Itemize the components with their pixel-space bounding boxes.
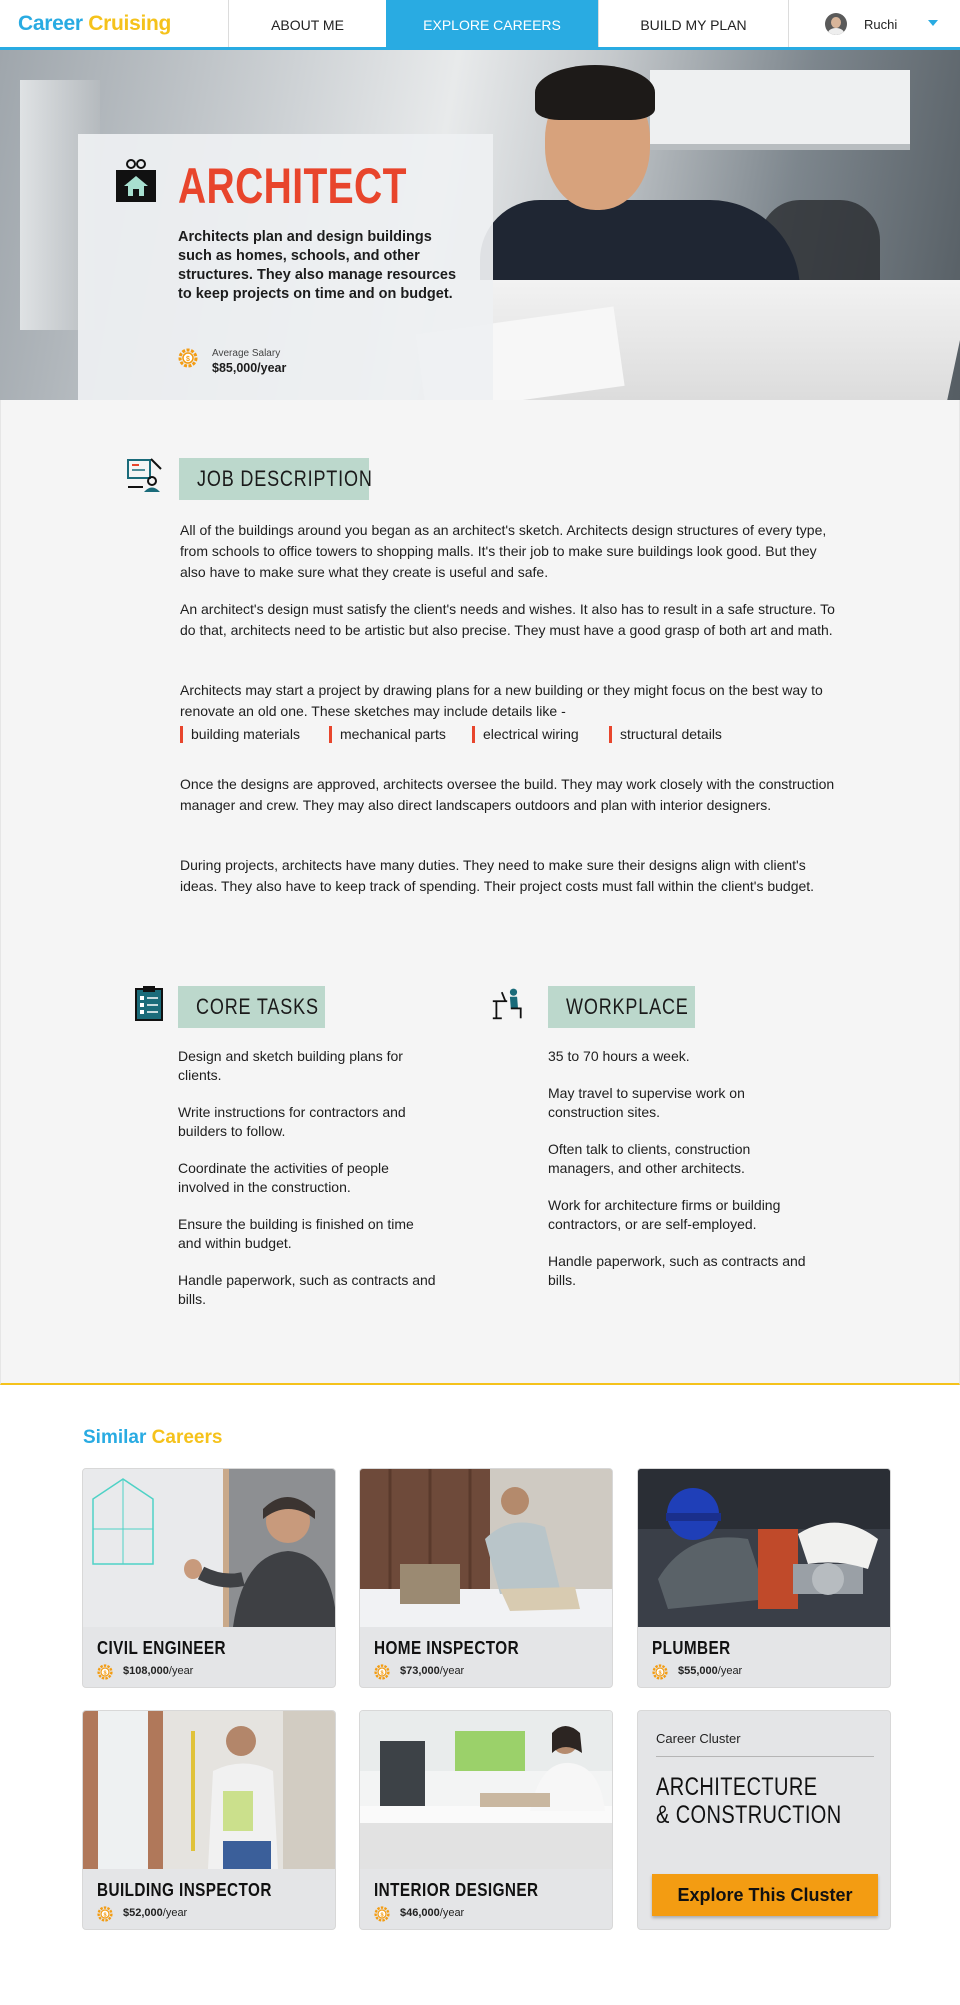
career-card-home-inspector[interactable] xyxy=(359,1468,613,1688)
career-summary-card xyxy=(78,134,493,400)
career-card-salary: $108,000/year xyxy=(123,1665,194,1677)
career-photo xyxy=(360,1469,613,1627)
list-item: Design and sketch building plans for clients. xyxy=(178,1048,403,1083)
user-name: Ruchi xyxy=(864,17,898,32)
job-paragraph: Architects may start a project by drawing plans for a new building or they might focus on the best way to renovate an old one. These sketches may include details like - xyxy=(180,682,823,719)
career-photo xyxy=(83,1711,336,1869)
tag: structural details xyxy=(609,726,722,743)
svg-text:$: $ xyxy=(380,1912,384,1919)
svg-text:$: $ xyxy=(658,1670,662,1677)
job-description-icon xyxy=(127,457,163,493)
job-description-heading: JOB DESCRIPTION xyxy=(179,458,369,500)
list-item: Handle paperwork, such as contracts and bills. xyxy=(548,1253,806,1288)
divider xyxy=(656,1756,874,1757)
svg-text:$: $ xyxy=(103,1670,107,1677)
job-paragraph: All of the buildings around you began as an architect's sketch. Architects design structures of every type, from schools to office towers to shopping malls. It's their job to make sure buildings look good. But they also have to make sure what they create is useful and safe. xyxy=(180,522,827,580)
career-photo xyxy=(83,1469,336,1627)
nav-explore-careers[interactable]: EXPLORE CAREERS xyxy=(386,0,598,47)
salary-label: Average Salary xyxy=(212,348,281,359)
list-item: 35 to 70 hours a week. xyxy=(548,1048,690,1064)
career-card-salary: $55,000/year xyxy=(678,1665,743,1677)
cluster-label: Career Cluster xyxy=(656,1731,741,1746)
salary-value: $85,000/year xyxy=(212,361,287,375)
similar-careers-title: Similar Careers xyxy=(83,1427,223,1448)
list-item: Ensure the building is finished on time and within budget. xyxy=(178,1216,414,1251)
user-menu[interactable] xyxy=(788,0,960,47)
career-card-salary: $52,000/year xyxy=(123,1907,188,1919)
list-item: Often talk to clients, construction managers, and other architects. xyxy=(548,1141,751,1176)
career-card-civil-engineer[interactable] xyxy=(82,1468,336,1688)
logo[interactable]: Career Cruising xyxy=(18,12,172,35)
hero-banner xyxy=(0,50,960,400)
job-paragraph: During projects, architects have many duties. They need to make sure their designs align with client's ideas. They also have to keep track of spending. Their project costs must fall within the client's budget. xyxy=(180,857,815,894)
workplace-list xyxy=(548,1047,808,1308)
job-paragraph: An architect's design must satisfy the client's needs and wishes. It also has to result in a safe structure. To do that, architects need to be artistic but also precise. They must have a good grasp of both art and math. xyxy=(180,601,835,638)
career-title: ARCHITECT xyxy=(178,158,407,214)
detail-tags xyxy=(180,726,860,746)
career-description: Architects plan and design buildings such as homes, schools, and other structures. They also manage resources to keep projects on time and on budget. xyxy=(178,229,457,302)
career-card-plumber[interactable] xyxy=(637,1468,891,1688)
svg-text:$: $ xyxy=(380,1670,384,1677)
career-photo xyxy=(360,1711,613,1869)
salary-gear-icon xyxy=(97,1906,113,1922)
career-card-interior-designer[interactable] xyxy=(359,1710,613,1930)
core-tasks-list xyxy=(178,1047,438,1327)
career-cluster-card xyxy=(637,1710,891,1930)
career-card-name: PLUMBER xyxy=(652,1638,731,1658)
salary-gear-icon xyxy=(178,348,198,368)
tag: mechanical parts xyxy=(329,726,446,743)
chevron-down-icon[interactable] xyxy=(928,20,938,26)
salary-gear-icon xyxy=(97,1664,113,1680)
list-item: Write instructions for contractors and builders to follow. xyxy=(178,1104,406,1139)
tag: electrical wiring xyxy=(472,726,579,743)
career-photo xyxy=(638,1469,891,1627)
list-item: Work for architecture firms or building contractors, or are self-employed. xyxy=(548,1197,781,1232)
workplace-heading: WORKPLACE xyxy=(548,986,695,1028)
svg-text:$: $ xyxy=(103,1912,107,1919)
core-tasks-heading: CORE TASKS xyxy=(178,986,325,1028)
tag: building materials xyxy=(180,726,300,743)
list-item: Handle paperwork, such as contracts and bills. xyxy=(178,1272,436,1307)
list-item: Coordinate the activities of people involved in the construction. xyxy=(178,1160,389,1195)
top-nav xyxy=(0,0,960,50)
svg-text:$: $ xyxy=(186,356,190,363)
career-card-name: CIVIL ENGINEER xyxy=(97,1638,226,1658)
career-card-name: INTERIOR DESIGNER xyxy=(374,1880,539,1900)
nav-build-my-plan[interactable]: BUILD MY PLAN xyxy=(598,0,788,47)
career-card-name: HOME INSPECTOR xyxy=(374,1638,520,1658)
list-item: May travel to supervise work on construction sites. xyxy=(548,1085,745,1120)
career-card-name: BUILDING INSPECTOR xyxy=(97,1880,272,1900)
nav-about-me[interactable]: ABOUT ME xyxy=(228,0,386,47)
career-card-building-inspector[interactable] xyxy=(82,1710,336,1930)
salary-gear-icon xyxy=(374,1906,390,1922)
cluster-name: ARCHITECTURE & CONSTRUCTION xyxy=(656,1773,842,1829)
architect-icon xyxy=(114,158,158,204)
career-card-salary: $46,000/year xyxy=(400,1907,465,1919)
salary-gear-icon xyxy=(652,1664,668,1680)
salary-gear-icon xyxy=(374,1664,390,1680)
workplace-icon xyxy=(491,985,527,1021)
career-details xyxy=(0,400,960,1385)
avatar xyxy=(825,13,847,35)
clipboard-icon xyxy=(131,985,167,1021)
explore-cluster-button[interactable]: Explore This Cluster xyxy=(652,1874,878,1916)
career-card-salary: $73,000/year xyxy=(400,1665,465,1677)
job-paragraph: Once the designs are approved, architects oversee the build. They may work closely with the construction manager and crew. They may also direct landscapers outdoors and plan with interior designers. xyxy=(180,776,835,813)
